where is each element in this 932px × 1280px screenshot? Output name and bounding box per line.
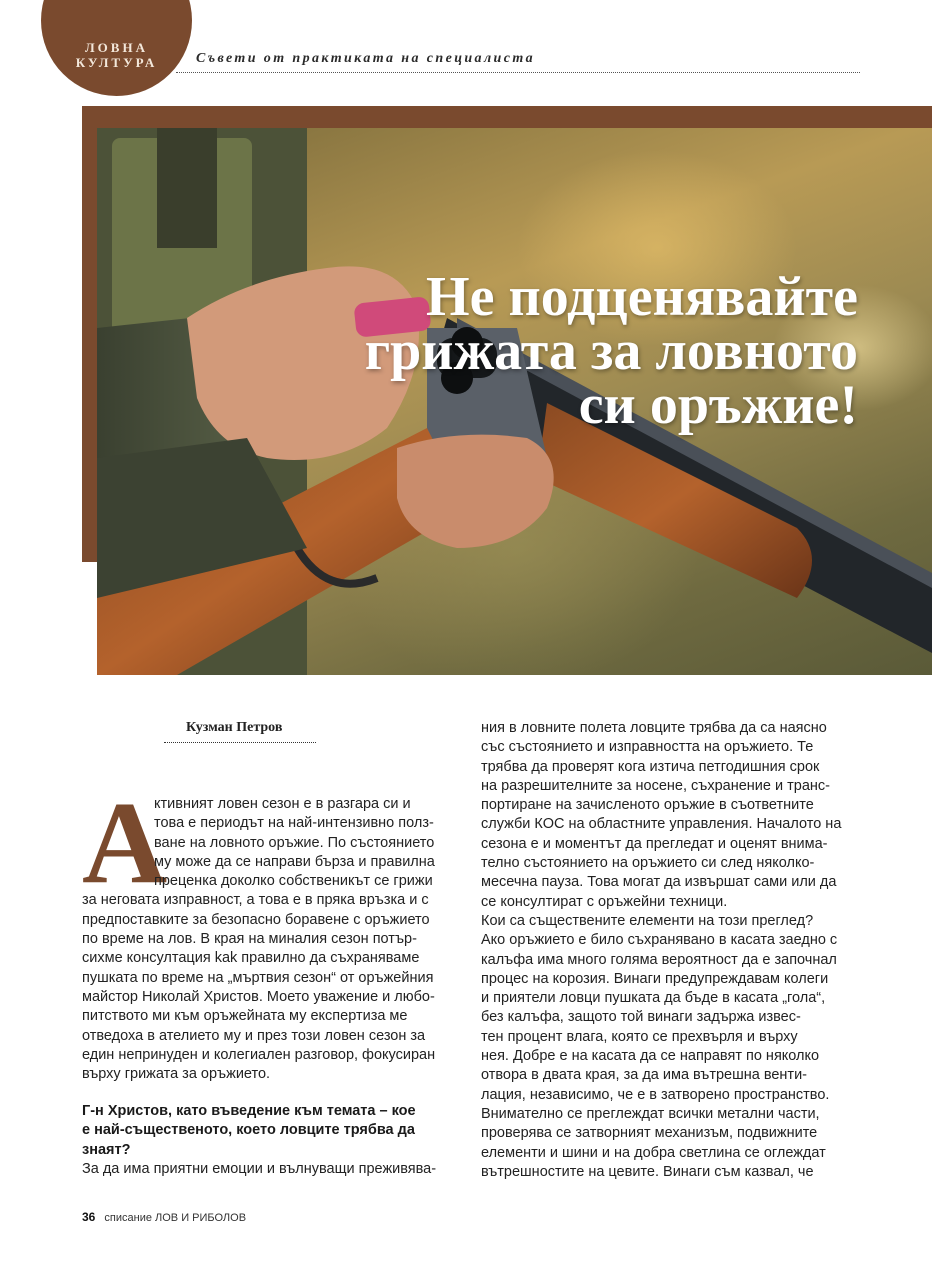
- title-line-1: Не подценявайте: [426, 266, 858, 328]
- paragraph-line: питството ми към оръжейната му експертиза ме: [82, 1008, 408, 1025]
- paragraph-line: отведоха в ателието му и през този ловен сезон за: [82, 1027, 426, 1044]
- paragraph-line: по време на лов. В края на миналия сезон потър-: [82, 931, 417, 948]
- paragraph-line: месечна пауза. Това могат да извършат сами или да: [481, 874, 837, 891]
- paragraph-line: Кои са съществените елементи на този преглед?: [481, 912, 814, 929]
- paragraph-line: ктивният ловен сезон е в разгара си и: [154, 796, 411, 812]
- left-column: [82, 777, 464, 1084]
- drop-cap: А: [82, 777, 168, 908]
- paragraph-line: Ако оръжието е било съхранявано в касата заедно с: [481, 932, 838, 949]
- paragraph-line: ния в ловните полета ловците трябва да са наясно: [481, 720, 827, 736]
- question-line: знаят?: [82, 1141, 131, 1158]
- rubric-dotted-rule: [176, 72, 860, 73]
- page-footer: [82, 1210, 246, 1224]
- section-badge-text: [41, 40, 192, 70]
- paragraph-line: елементи и шини и на добра светлина се оглеждат: [481, 1144, 826, 1161]
- article-title: [258, 266, 858, 436]
- badge-line-2: КУЛТУРА: [75, 55, 158, 70]
- question-line: Г-н Христов, като въведение към темата – кое: [82, 1103, 416, 1119]
- paragraph-line: един непринуден и колегиален разговор, фокусиран: [82, 1046, 436, 1063]
- paragraph-line: процес на корозия. Винаги предупреждавам колеги: [481, 970, 829, 987]
- question-line: е най-същественото, което ловците трябва да: [82, 1122, 415, 1139]
- paragraph-line: ване на ловното оръжие. По състоянието: [154, 834, 435, 851]
- paragraph-line: калъфа има много голяма вероятност да е започнал: [481, 951, 837, 968]
- paragraph-line: за неговата изправност, а това е в пряка връзка и с: [82, 892, 429, 909]
- badge-line-1: ЛОВНА: [85, 40, 148, 55]
- paragraph-line: отвора в двата края, за да има вътрешна венти-: [481, 1067, 808, 1084]
- paragraph-line: портиране на зачисленото оръжие в съответните: [481, 797, 814, 814]
- right-column: [481, 719, 858, 1182]
- paragraph-line: нея. Добре е на касата да се направят по няколко: [481, 1048, 820, 1065]
- page-number: 36: [82, 1210, 96, 1224]
- paragraph-line: вътрешностите на цевите. Винаги съм казвал, че: [481, 1163, 814, 1180]
- paragraph-line: тен процент влага, която се прехвърля и върху: [481, 1028, 798, 1045]
- paragraph-line: и приятели ловци пушката да бъде в касата „гола“,: [481, 990, 826, 1007]
- paragraph-line: му може да се направи бърза и правилна: [154, 853, 435, 870]
- paragraph-line: трябва да проверят кога изтича петгодишния срок: [481, 758, 820, 775]
- title-line-3: си оръжие!: [578, 374, 858, 436]
- paragraph-line: телно състоянието на оръжието си след няколко-: [481, 855, 815, 872]
- author-dotted-rule: [164, 742, 316, 743]
- paragraph-line: пушката по време на „мъртвия сезон“ от оръжейния: [82, 969, 434, 986]
- magazine-name: списание ЛОВ И РИБОЛОВ: [104, 1212, 247, 1224]
- paragraph-line: проверява се затворният механизъм, подвижните: [481, 1125, 818, 1142]
- paragraph-line: Внимателно се преглеждат всички метални части,: [481, 1105, 820, 1122]
- paragraph-line: това е периодът на най-интензивно полз-: [154, 815, 434, 832]
- rubric-title: Съвети от практиката на специалиста: [196, 51, 536, 66]
- paragraph-line: със състоянието и изправността на оръжието. Те: [481, 739, 814, 756]
- paragraph-line: преценка доколко собственикът се грижи: [154, 873, 433, 890]
- author-name: Кузман Петров: [186, 720, 283, 735]
- paragraph-line: сезона е и моментът да прегледат и оценят внима-: [481, 835, 828, 852]
- paragraph-line: майстор Николай Христов. Моето уважение и любо-: [82, 988, 435, 1005]
- paragraph-line: сихме консултация kak правилно да съхраняваме: [82, 950, 420, 967]
- hero-photo: [97, 128, 932, 675]
- paragraph-line: предпоставките за безопасно боравене с оръжието: [82, 911, 430, 928]
- paragraph-line: върху грижата за оръжието.: [82, 1066, 271, 1083]
- paragraph-line: без калъфа, защото той винаги задържа извес-: [481, 1009, 801, 1026]
- paragraph-line: служби КОС на областните управления. Началото на: [481, 816, 842, 833]
- paragraph-line: лация, независимо, че е в затворено пространство.: [481, 1086, 830, 1103]
- title-line-2: грижата за ловното: [364, 320, 858, 382]
- paragraph-line: За да има приятни емоции и вълнуващи преживява-: [82, 1161, 437, 1177]
- answer-start: [82, 1160, 464, 1179]
- interview-question: [82, 1102, 464, 1160]
- paragraph-line: се консултират с оръжейни техници.: [481, 893, 728, 910]
- paragraph-line: на разрешителните за носене, съхранение и транс-: [481, 777, 830, 794]
